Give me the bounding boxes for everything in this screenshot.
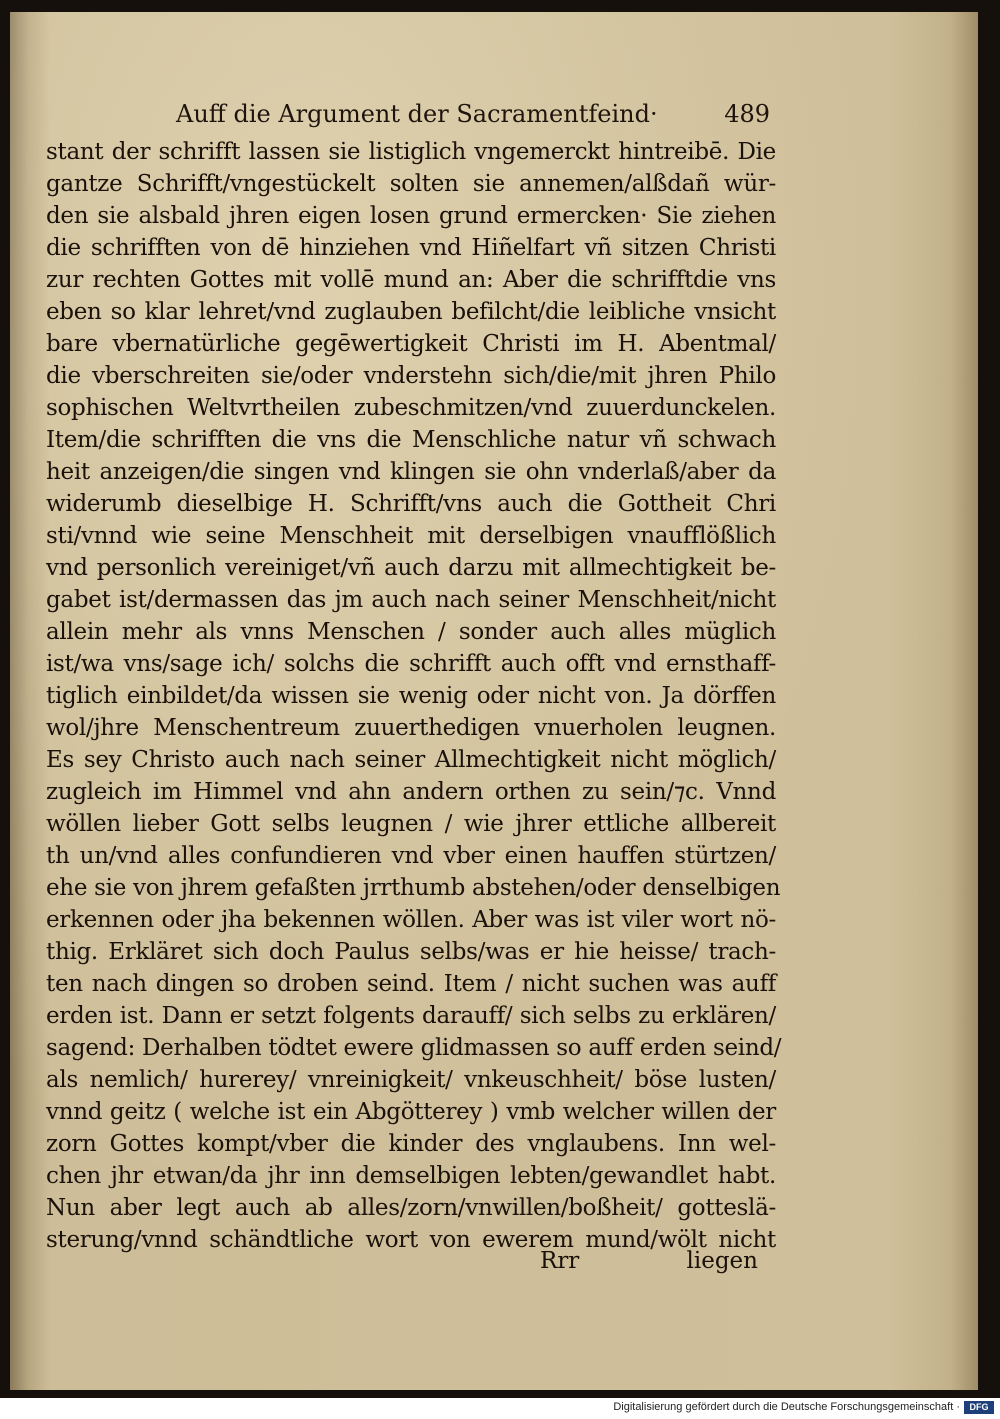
text-line: ten nach dingen so droben seind. Item / nicht suchen was auff <box>46 971 776 997</box>
text-line: erden ist. Dann er setzt folgents darauff/ sich selbs zu erklären/ <box>46 1003 776 1029</box>
digitization-footer <box>0 1398 1000 1419</box>
text-line: tiglich einbildet/da wissen sie wenig oder nicht von. Ja dörffen <box>46 683 776 709</box>
text-line: Nun aber legt auch ab alles/zorn/vnwillen/boßheit/ gotteslä- <box>46 1195 776 1221</box>
text-line: wol/jhre Menschentreum zuuerthedigen vnuerholen leugnen. <box>46 715 776 741</box>
text-line: als nemlich/ hurerey/ vnreinigkeit/ vnkeuschheit/ böse lusten/ <box>46 1067 776 1093</box>
text-line: ehe sie von jhrem gefaßten jrrthumb abstehen/oder denselbigen <box>46 875 781 901</box>
text-line: die vberschreiten sie/oder vnderstehn sich/die/mit jhren Philo <box>46 363 776 389</box>
signature-mark: Rrr <box>540 1248 580 1274</box>
catch-line <box>46 1248 758 1282</box>
text-line: stant der schrifft lassen sie listiglich vngemerckt hintreibē. Die <box>46 139 776 165</box>
text-line: wöllen lieber Gott selbs leugnen / wie jhrer ettliche allbereit <box>46 811 776 837</box>
text-line: Item/die schrifften die vns die Menschliche natur vñ schwach <box>46 427 776 453</box>
funding-credit: Digitalisierung gefördert durch die Deutsche Forschungsgemeinschaft · <box>613 1401 960 1413</box>
text-line: eben so klar lehret/vnd zuglauben befilcht/die leibliche vnsicht <box>46 299 776 325</box>
text-line: gantze Schrifft/vngestückelt solten sie annemen/alßdañ wür- <box>46 171 776 197</box>
text-line: zur rechten Gottes mit vollē mund an: Aber die schrifftdie vns <box>46 267 776 293</box>
text-line: Es sey Christo auch nach seiner Allmechtigkeit nicht möglich/ <box>46 747 776 773</box>
text-line: erkennen oder jha bekennen wöllen. Aber was ist viler wort nö- <box>46 907 776 933</box>
text-line: ist/wa vns/sage ich/ solchs die schrifft auch offt vnd ernsthaff- <box>46 651 776 677</box>
text-line: chen jhr etwan/da jhr inn demselbigen lebten/gewandlet habt. <box>46 1163 776 1189</box>
running-head <box>140 100 770 134</box>
text-line: vnd personlich vereiniget/vñ auch darzu mit allmechtigkeit be- <box>46 555 776 581</box>
catchword: liegen <box>686 1248 758 1274</box>
text-line: zorn Gottes kompt/vber die kinder des vnglaubens. Inn wel- <box>46 1131 776 1157</box>
text-line: sti/vnnd wie seine Menschheit mit derselbigen vnaufflößlich <box>46 523 776 549</box>
text-line: heit anzeigen/die singen vnd klingen sie ohn vnderlaß/aber da <box>46 459 776 485</box>
text-line: sophischen Weltvrtheilen zubeschmitzen/vnd zuuerdunckelen. <box>46 395 776 421</box>
body-text <box>46 136 782 1256</box>
text-line: widerumb dieselbige H. Schrifft/vns auch die Gottheit Chri <box>46 491 776 517</box>
text-line: sagend: Derhalben tödtet ewere glidmassen so auff erden seind/ <box>46 1035 782 1061</box>
text-line: th un/vnd alles confundieren vnd vber einen hauffen stürtzen/ <box>46 843 776 869</box>
text-line: gabet ist/dermassen das jm auch nach seiner Menschheit/nicht <box>46 587 776 613</box>
dfg-logo-icon: DFG <box>964 1401 994 1414</box>
text-line: allein mehr als vnns Menschen / sonder auch alles müglich <box>46 619 776 645</box>
text-line: bare vbernatürliche gegēwertigkeit Christi im H. Abentmal/ <box>46 331 776 357</box>
text-line: thig. Erkläret sich doch Paulus selbs/was er hie heisse/ trach- <box>46 939 776 965</box>
page-number: 489 <box>724 100 770 128</box>
text-line: den sie alsbald jhren eigen losen grund ermercken· Sie ziehen <box>46 203 776 229</box>
text-line: die schrifften von dē hinziehen vnd Hiñelfart vñ sitzen Christi <box>46 235 776 261</box>
running-head-title: Auff die Argument der Sacramentfeind· <box>176 100 658 128</box>
text-line: sterung/vnnd schändtliche wort von ewerem mund/wölt nicht <box>46 1227 776 1253</box>
book-page <box>10 12 978 1390</box>
text-line: zugleich im Himmel vnd ahn andern orthen zu sein/⁊c. Vnnd <box>46 779 776 805</box>
text-line: vnnd geitz ( welche ist ein Abgötterey ) vmb welcher willen der <box>46 1099 776 1125</box>
